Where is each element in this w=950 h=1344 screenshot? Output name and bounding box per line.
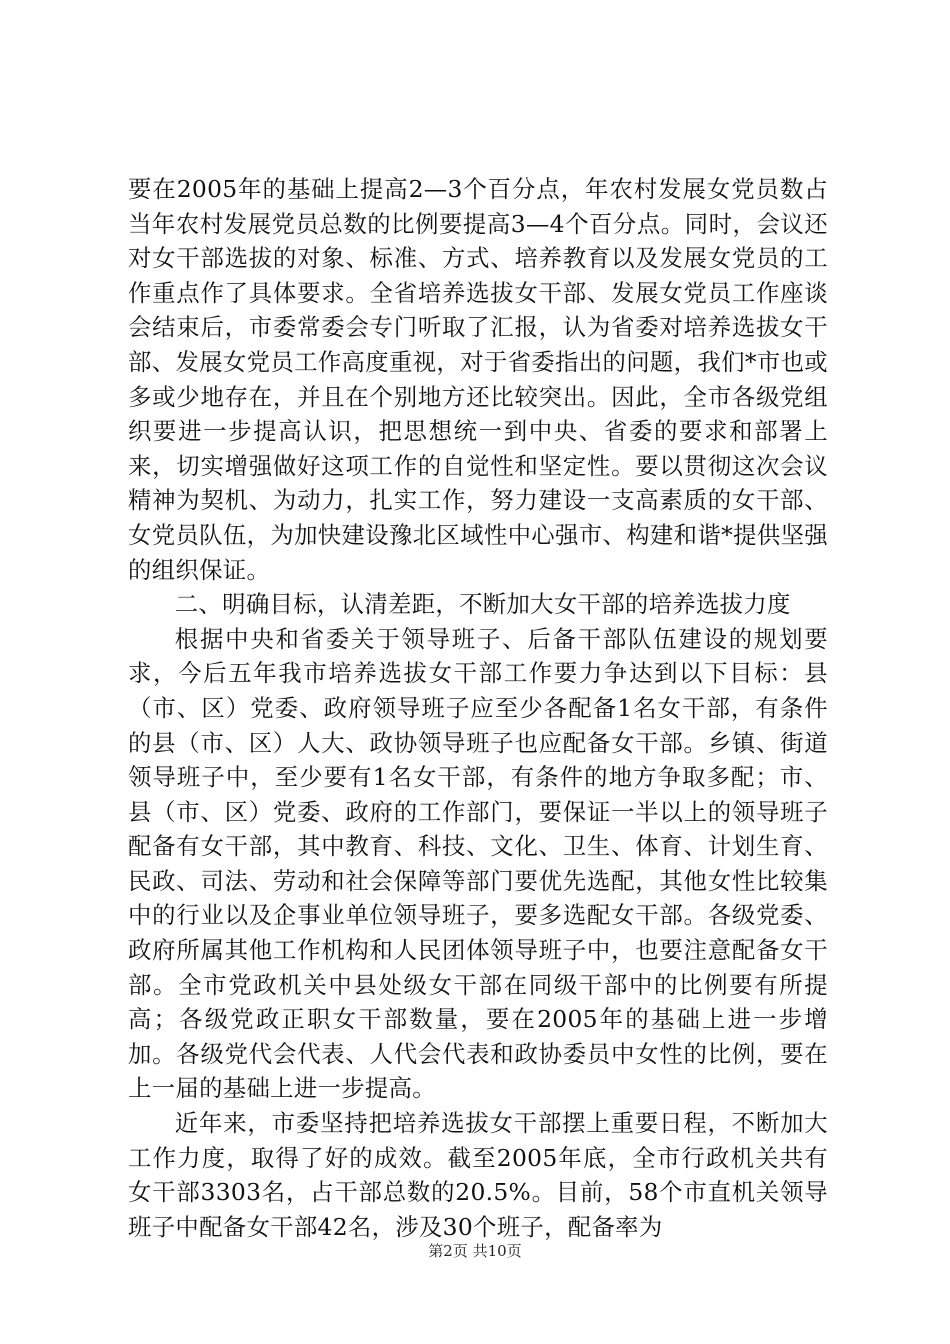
page-number-footer: 第2页 共10页	[428, 1242, 522, 1260]
paragraph-progress: 近年来，市委坚持把培养选拔女干部摆上重要日程，不断加大工作力度，取得了好的成效。截至2005年底，全市行政机关共有女干部3303名，占干部总数的20.5%。目前，58个市直机关领导班子中配备女干部42名，涉及30个班子，配备率为	[128, 1109, 828, 1241]
paragraph-targets: 根据中央和省委关于领导班子、后备干部队伍建设的规划要求，今后五年我市培养选拔女干部工作要力争达到以下目标：县（市、区）党委、政府领导班子应至少各配备1名女干部，有条件的县（市、区）人大、政协领导班子也应配备女干部。乡镇、街道领导班子中，至少要有1名女干部，有条件的地方争取多配；市、县（市、区）党委、政府的工作部门，要保证一半以上的领导班子配备有女干部，其中教育、科技、文化、卫生、体育、计划生育、民政、司法、劳动和社会保障等部门要优先选配，其他女性比较集中的行业以及企事业单位领导班子，要多选配女干部。各级党委、政府所属其他工作机构和人民团体领导班子中，也要注意配备女干部。全市党政机关中县处级女干部在同级干部中的比例要有所提高；各级党政正职女干部数量，要在2005年的基础上进一步增加。各级党代会代表、人代会代表和政协委员中女性的比例，要在上一届的基础上进一步提高。	[128, 624, 828, 1103]
section-heading: 二、明确目标，认清差距，不断加大女干部的培养选拔力度	[174, 590, 791, 619]
paragraph-continuation: 要在2005年的基础上提高2—3个百分点，年农村发展女党员数占当年农村发展党员总数的比例要提高3—4个百分点。同时，会议还对女干部选拔的对象、标准、方式、培养教育以及发展女党员的工作重点作了具体要求。全省培养选拔女干部、发展女党员工作座谈会结束后，市委常委会专门听取了汇报，认为省委对培养选拔女干部、发展女党员工作高度重视，对于省委指出的问题，我们*市也或多或少地存在，并且在个别地方还比较突出。因此，全市各级党组织要进一步提高认识，把思想统一到中央、省委的要求和部署上来，切实增强做好这项工作的自觉性和坚定性。要以贯彻这次会议精神为契机、为动力，扎实工作，努力建设一支高素质的女干部、女党员队伍，为加快建设豫北区域性中心强市、构建和谐*提供坚强的组织保证。	[128, 175, 828, 584]
document-body	[128, 172, 828, 1244]
